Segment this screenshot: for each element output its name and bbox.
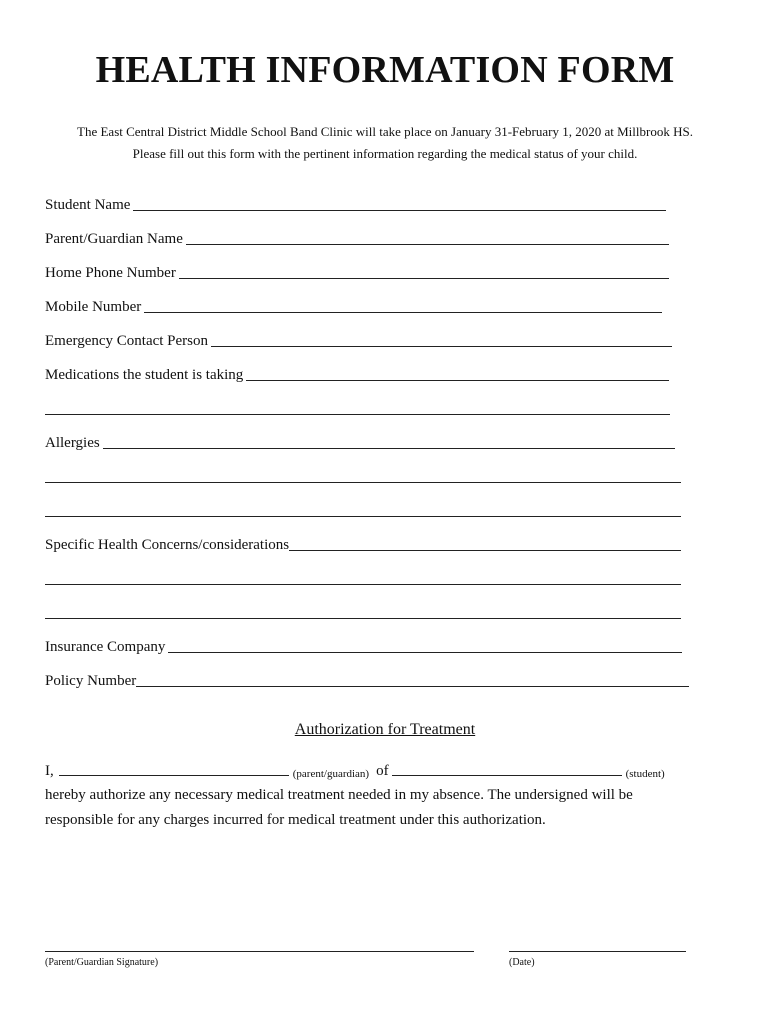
medications-field[interactable] bbox=[246, 380, 669, 381]
parent-guardian-name-label: Parent/Guardian Name bbox=[45, 231, 183, 247]
insurance-company-label: Insurance Company bbox=[45, 639, 166, 655]
home-phone-row bbox=[45, 260, 669, 282]
home-phone-field[interactable] bbox=[179, 278, 669, 279]
mobile-number-field[interactable] bbox=[144, 312, 662, 313]
allergies-row bbox=[45, 430, 675, 452]
form-title: HEALTH INFORMATION FORM bbox=[95, 49, 675, 91]
health-concerns-label: Specific Health Concerns/considerations bbox=[45, 537, 290, 553]
emergency-contact-label: Emergency Contact Person bbox=[45, 333, 209, 349]
authorization-text-line-1: hereby authorize any necessary medical treatment needed in my absence. The undersigned will be bbox=[45, 787, 633, 803]
mobile-number-row bbox=[45, 294, 662, 316]
intro-line-1: The East Central District Middle School Band Clinic will take place on January 31-February 1, 2020 at Millbrook HS. bbox=[77, 124, 693, 139]
health-concerns-extra-line-1[interactable] bbox=[45, 584, 681, 585]
student-name-field[interactable] bbox=[133, 210, 666, 211]
health-concerns-row bbox=[45, 532, 681, 554]
insurance-company-row bbox=[45, 634, 682, 656]
authorization-of: of bbox=[376, 763, 389, 779]
authorization-prefix: I, bbox=[45, 763, 54, 779]
student-name-row bbox=[45, 192, 666, 214]
authorization-text-line-2: responsible for any charges incurred for medical treatment under this authorization. bbox=[45, 812, 546, 828]
student-name-label: Student Name bbox=[45, 197, 131, 213]
authorization-names-row bbox=[45, 758, 695, 780]
allergies-field[interactable] bbox=[103, 448, 675, 449]
allergies-extra-line-1[interactable] bbox=[45, 482, 681, 483]
date-caption: (Date) bbox=[509, 957, 535, 968]
medications-row bbox=[45, 362, 669, 384]
policy-number-label: Policy Number bbox=[45, 673, 137, 689]
parent-guardian-caption: (parent/guardian) bbox=[292, 768, 370, 780]
allergies-extra-line-2[interactable] bbox=[45, 516, 681, 517]
emergency-contact-field[interactable] bbox=[211, 346, 672, 347]
authorization-title: Authorization for Treatment bbox=[294, 721, 476, 738]
policy-number-field[interactable] bbox=[136, 686, 689, 687]
medications-extra-line[interactable] bbox=[45, 414, 670, 415]
parent-guardian-signature-caption: (Parent/Guardian Signature) bbox=[45, 957, 159, 968]
health-concerns-extra-line-2[interactable] bbox=[45, 618, 681, 619]
policy-number-row bbox=[45, 668, 689, 690]
parent-guardian-name-blank[interactable] bbox=[59, 775, 289, 776]
mobile-number-label: Mobile Number bbox=[45, 299, 142, 315]
parent-guardian-name-field[interactable] bbox=[186, 244, 669, 245]
parent-guardian-signature-line[interactable] bbox=[45, 951, 474, 952]
student-caption: (student) bbox=[625, 768, 665, 780]
medications-label: Medications the student is taking bbox=[45, 367, 244, 383]
allergies-label: Allergies bbox=[45, 435, 100, 451]
insurance-company-field[interactable] bbox=[168, 652, 682, 653]
intro-line-2: Please fill out this form with the pertinent information regarding the medical status of your child. bbox=[132, 146, 638, 161]
student-name-blank[interactable] bbox=[392, 775, 622, 776]
home-phone-label: Home Phone Number bbox=[45, 265, 176, 281]
parent-guardian-name-row bbox=[45, 226, 669, 248]
emergency-contact-row bbox=[45, 328, 672, 350]
health-concerns-field[interactable] bbox=[289, 550, 681, 551]
date-line[interactable] bbox=[509, 951, 686, 952]
